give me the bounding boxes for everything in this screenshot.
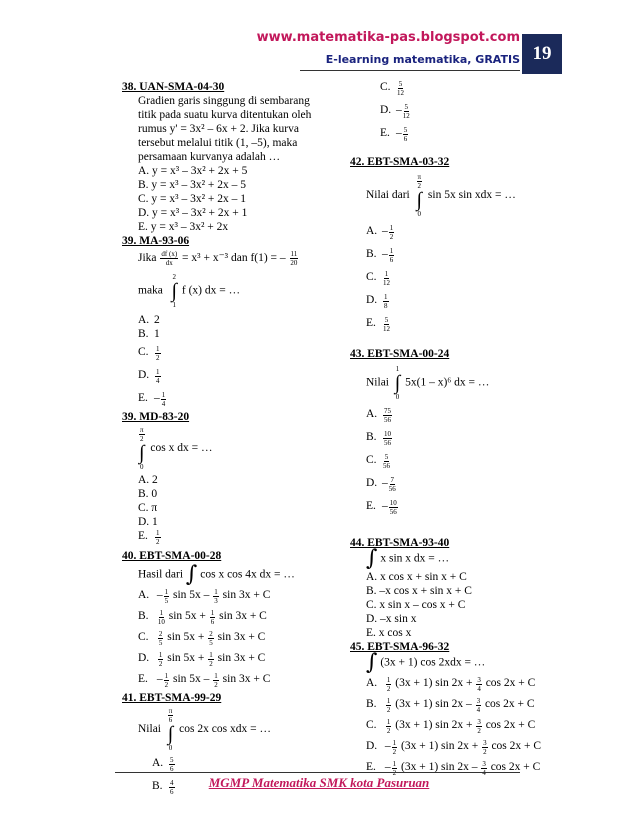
options — [350, 407, 550, 516]
footer-text: MGMP Matematika SMK kota Pasuruan — [208, 775, 430, 790]
integral-sign: $\frac{\pi}{6}$ ∫ 0 — [167, 707, 174, 752]
integral-sign: $\frac{\pi}{2}$ ∫ 0 — [139, 426, 145, 471]
option-c: C. x sin x – cos x + C — [366, 599, 466, 611]
option-c: C. $\frac{5}{56}$ — [366, 453, 390, 470]
question-40 — [122, 549, 332, 689]
option-a: A. y = x³ – 3x² + 2x + 5 — [138, 165, 248, 177]
integral-line — [350, 365, 550, 401]
fraction: $\frac{1}{2}$ — [209, 651, 213, 668]
question-text — [122, 250, 332, 267]
condition-text: = x³ + x⁻³ dan f(1) = – — [182, 252, 286, 265]
question-title: 45. EBT-SMA-96-32 — [350, 641, 450, 653]
fraction: $\frac{2}{5}$ — [158, 630, 163, 647]
options — [350, 570, 550, 640]
option-a: A. x cos x + sin x + C — [366, 571, 467, 583]
fraction: $\frac{3}{4}$ — [482, 760, 486, 777]
text-line: Gradien garis singgung di sembarang — [138, 95, 310, 107]
label-hasil: Hasil dari — [138, 568, 184, 581]
fraction: $\frac{3}{2}$ — [483, 739, 487, 756]
option-a: A. – $\frac{1}{2}$ — [366, 224, 394, 241]
text-line: rumus y' = 3x² – 6x + 2. Jika kurva — [138, 123, 299, 135]
label-nilai: Nilai dari — [366, 189, 410, 202]
fraction: $\frac{1}{5}$ — [164, 588, 169, 605]
option-c: C. $\frac{1}{12}$ — [366, 270, 390, 287]
text-line: titik pada suatu kurva ditentukan oleh — [138, 109, 312, 121]
question-title: 40. EBT-SMA-00-28 — [122, 550, 222, 562]
option-d: D. $\frac{1}{8}$ — [366, 293, 388, 310]
integrand: (3x + 1) cos 2xdx = … — [380, 656, 486, 669]
fraction: $\frac{1}{6}$ — [210, 609, 215, 626]
option-e: E. x cos x — [366, 627, 412, 639]
footer-rule — [115, 772, 520, 773]
fraction: $\frac{1}{10}$ — [157, 609, 165, 626]
question-title: 38. UAN-SMA-04-30 — [122, 81, 225, 93]
option-a: A. 2 — [138, 474, 158, 486]
options — [122, 473, 332, 546]
option-c: C. π — [138, 502, 158, 514]
integral-line — [122, 707, 332, 752]
option-c: C. $\frac{2}{5}$ sin 5x + $\frac{2}{5}$ sin 3x + C — [138, 630, 266, 647]
header-rule — [300, 70, 520, 71]
question-39-md — [122, 410, 332, 546]
question-38 — [122, 80, 332, 234]
integrand: cos 2x cos xdx = … — [179, 723, 271, 736]
option-d: D. $\frac{1}{4}$ — [138, 368, 160, 385]
question-title: 44. EBT-SMA-93-40 — [350, 537, 450, 549]
fraction: $\frac{df (x)}{dx}$ — [161, 250, 178, 267]
option-a: A. – $\frac{1}{5}$ sin 5x – $\frac{1}{3}$ sin 3x + C — [138, 588, 271, 605]
integral-sign: ∫ — [366, 546, 378, 571]
integral-sign: $\frac{\pi}{2}$ ∫ 0 — [416, 173, 423, 218]
option-c: C. $\frac{1}{2}$ (3x + 1) sin 2x + $\frac{3}{2}$ cos 2x + C — [366, 718, 536, 735]
integral-sign: ∫ — [185, 562, 198, 587]
question-title: 39. MD-83-20 — [122, 411, 190, 423]
page-number: 19 — [522, 34, 562, 74]
fraction: $\frac{3}{2}$ — [477, 718, 481, 735]
fraction: $\frac{1}{2}$ — [386, 676, 391, 693]
option-a: A. $\frac{5}{6}$ — [152, 756, 174, 773]
option-e: E. $\frac{5}{12}$ — [366, 316, 390, 333]
header-url[interactable]: www.matematika-pas.blogspot.com — [256, 30, 520, 45]
option-a: A. $\frac{1}{2}$ (3x + 1) sin 2x + $\frac{3}{4}$ cos 2x + C — [366, 676, 536, 693]
option-b: B. y = x³ – 3x² + 2x – 5 — [138, 179, 247, 191]
integrand: sin 5x sin xdx = … — [427, 189, 516, 202]
fraction: $\frac{1}{2}$ — [164, 672, 169, 689]
integral-sign: ∫ — [366, 650, 378, 675]
question-title: 42. EBT-SMA-03-32 — [350, 156, 450, 168]
option-b: B. – $\frac{1}{6}$ — [366, 247, 394, 264]
text-line: tersebut melalui titik (1, –5), maka — [138, 137, 298, 149]
question-41-continued — [350, 80, 550, 143]
integral-line — [122, 562, 332, 587]
fraction: $\frac{1}{2}$ — [214, 672, 218, 689]
label-maka: maka — [138, 284, 163, 297]
option-e: E. – $\frac{1}{4}$ — [138, 391, 166, 408]
integral-line — [350, 650, 550, 675]
label-jika: Jika — [138, 252, 157, 265]
integrand: x sin x dx = … — [380, 552, 450, 565]
integral-line — [122, 273, 332, 309]
question-43 — [350, 347, 550, 516]
fraction: $\frac{1}{2}$ — [392, 739, 397, 756]
option-d: D. 1 — [138, 516, 158, 528]
option-b: B. 0 — [138, 488, 158, 500]
options — [350, 676, 550, 777]
option-d: D. –x sin x — [366, 613, 417, 625]
option-b: B. $\frac{1}{10}$ sin 5x + $\frac{1}{6}$ sin 3x + C — [138, 609, 267, 626]
fraction: $\frac{11}{20}$ — [290, 250, 298, 267]
fraction: $\frac{1}{3}$ — [214, 588, 218, 605]
option-e: E. – $\frac{1}{2}$ (3x + 1) sin 2x – $\frac{3}{4}$ cos 2x + C — [366, 760, 541, 777]
option-b: B. $\frac{4}{6}$ — [152, 779, 174, 796]
right-column — [350, 80, 550, 777]
option-c: C. $\frac{1}{2}$ — [138, 345, 160, 362]
option-e: E. – $\frac{10}{56}$ — [366, 499, 397, 516]
options — [122, 313, 332, 408]
options — [122, 588, 332, 689]
integrand: 5x(1 – x)⁶ dx = … — [405, 376, 490, 389]
option-a: A. 2 — [138, 314, 160, 326]
text-line: persamaan kurvanya adalah … — [138, 151, 281, 163]
option-d: D. $\frac{1}{2}$ sin 5x + $\frac{1}{2}$ sin 3x + C — [138, 651, 266, 668]
question-39-ma — [122, 234, 332, 408]
fraction: $\frac{2}{5}$ — [209, 630, 213, 647]
option-b: B. $\frac{10}{56}$ — [366, 430, 391, 447]
fraction: $\frac{1}{2}$ — [386, 697, 391, 714]
integrand: cos x cos 4x dx = … — [200, 568, 295, 581]
integrand: cos x dx = … — [150, 442, 213, 455]
label-nilai: Nilai — [138, 723, 161, 736]
option-d: D. – $\frac{5}{12}$ — [380, 103, 410, 120]
question-title: 41. EBT-SMA-99-29 — [122, 692, 222, 704]
question-45 — [350, 640, 550, 777]
question-title: 39. MA-93-06 — [122, 235, 190, 247]
question-42 — [350, 155, 550, 333]
fraction: $\frac{1}{2}$ — [392, 760, 397, 777]
integral-sign: 1 ∫ 0 — [394, 365, 401, 401]
question-text — [122, 94, 332, 234]
option-e: E. – $\frac{5}{6}$ — [380, 126, 408, 143]
fraction: $\frac{1}{2}$ — [386, 718, 391, 735]
option-e: E. $\frac{1}{2}$ — [138, 529, 160, 546]
option-b: B. –x cos x + sin x + C — [366, 585, 472, 597]
fraction: $\frac{3}{4}$ — [476, 697, 481, 714]
option-d: D. – $\frac{1}{2}$ (3x + 1) sin 2x + $\frac{3}{2}$ cos 2x + C — [366, 739, 542, 756]
option-d: D. y = x³ – 3x² + 2x + 1 — [138, 207, 248, 219]
option-c: C. y = x³ – 3x² + 2x – 1 — [138, 193, 247, 205]
option-d: D. – $\frac{7}{56}$ — [366, 476, 396, 493]
integral-line — [350, 173, 550, 218]
option-c: C. $\frac{5}{12}$ — [380, 80, 404, 97]
fraction: $\frac{3}{4}$ — [477, 676, 481, 693]
option-e: E. – $\frac{1}{2}$ sin 5x – $\frac{1}{2}$ sin 3x + C — [138, 672, 271, 689]
integral-line — [122, 426, 332, 471]
question-title: 43. EBT-SMA-00-24 — [350, 348, 450, 360]
option-e: E. y = x³ – 3x² + 2x — [138, 221, 229, 233]
question-44 — [350, 536, 550, 640]
label-nilai: Nilai — [366, 376, 389, 389]
option-b: B. 1 — [138, 328, 160, 340]
option-a: A. $\frac{75}{56}$ — [366, 407, 391, 424]
header-subtitle: E-learning matematika, GRATIS — [325, 53, 520, 66]
options — [350, 224, 550, 333]
option-b: B. $\frac{1}{2}$ (3x + 1) sin 2x – $\frac{3}{4}$ cos 2x + C — [366, 697, 535, 714]
integral-line — [350, 546, 550, 571]
integrand: f (x) dx = … — [181, 284, 241, 297]
fraction: $\frac{1}{2}$ — [158, 651, 163, 668]
integral-sign: 2 ∫ 1 — [171, 273, 178, 309]
left-column — [122, 80, 332, 796]
